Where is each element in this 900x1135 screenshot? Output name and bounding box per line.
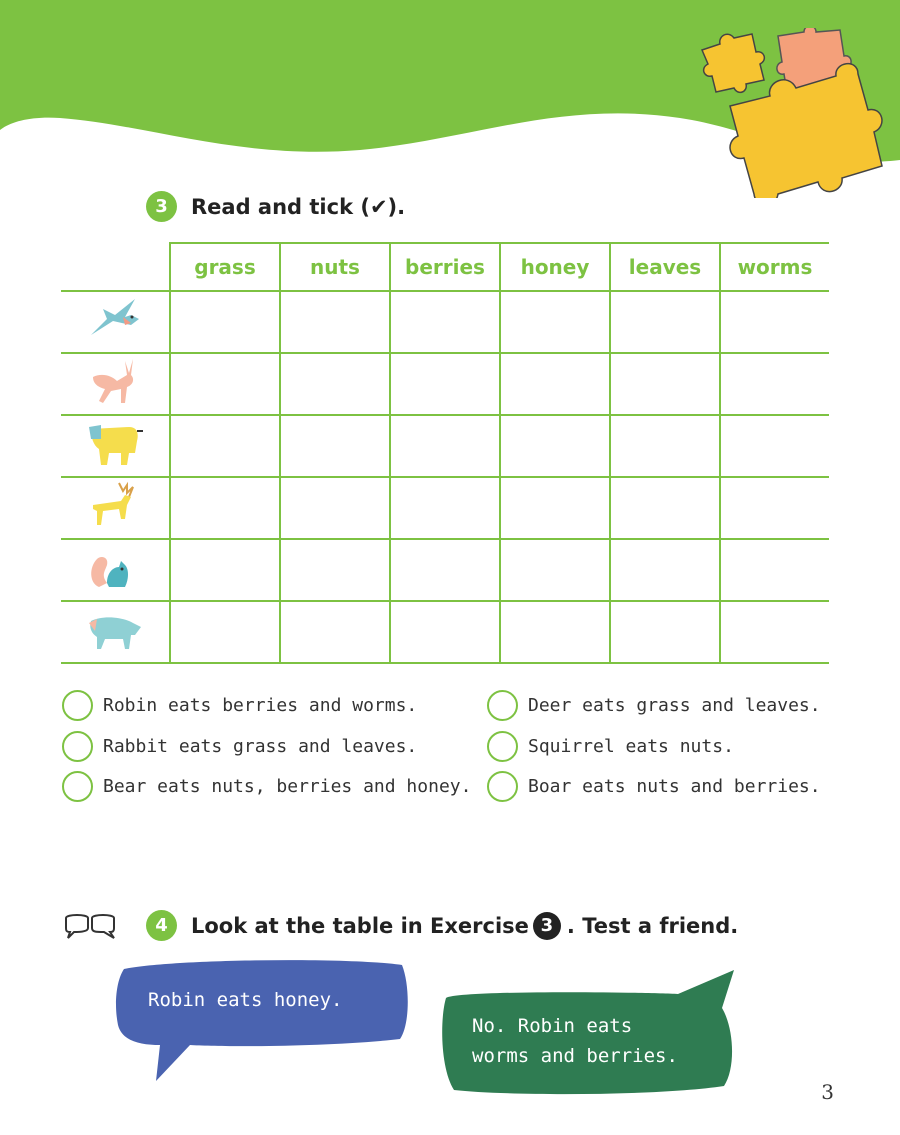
tick-cell[interactable] [720,353,829,415]
tick-circle[interactable] [487,771,518,802]
statement-item [62,731,417,762]
table-row [61,353,829,415]
speech-bubbles-icon [62,912,122,942]
boar-icon [61,601,170,663]
bubble-left-text: Robin eats honey. [148,989,343,1011]
rabbit-icon [61,353,170,415]
tick-cell[interactable] [280,415,390,477]
statement-item [487,690,821,721]
statement-text: Boar eats nuts and berries. [528,776,821,797]
bear-icon [61,415,170,477]
exercise-reference-badge: 3 [533,912,561,940]
tick-cell[interactable] [390,353,500,415]
tick-cell[interactable] [610,477,720,539]
table-corner-cell [61,243,170,291]
column-header: nuts [280,243,390,291]
tick-circle[interactable] [487,731,518,762]
tick-cell[interactable] [170,415,280,477]
tick-cell[interactable] [170,291,280,353]
tick-cell[interactable] [390,539,500,601]
statement-item [62,690,417,721]
exercise-4-heading [146,910,738,941]
table-row [61,291,829,353]
deer-icon [61,477,170,539]
statement-text: Rabbit eats grass and leaves. [103,736,418,757]
tick-cell[interactable] [170,601,280,663]
tick-cell[interactable] [390,415,500,477]
column-header: grass [170,243,280,291]
tick-cell[interactable] [280,539,390,601]
tick-cell[interactable] [500,353,610,415]
tick-cell[interactable] [280,291,390,353]
tick-cell[interactable] [500,601,610,663]
tick-cell[interactable] [390,291,500,353]
tick-cell[interactable] [500,477,610,539]
tick-cell[interactable] [720,291,829,353]
tick-cell[interactable] [610,415,720,477]
table-header-row [61,243,829,291]
column-header: honey [500,243,610,291]
exercise-number-badge: 4 [146,910,177,941]
tick-cell[interactable] [280,477,390,539]
column-header: worms [720,243,829,291]
speech-bubble-left [110,955,412,1087]
tick-cell[interactable] [610,353,720,415]
table-row [61,415,829,477]
tick-cell[interactable] [720,539,829,601]
statement-item [62,771,471,802]
tick-circle[interactable] [62,771,93,802]
tick-cell[interactable] [610,291,720,353]
table-row [61,539,829,601]
statement-item [487,771,821,802]
tick-cell[interactable] [280,353,390,415]
tick-cell[interactable] [720,601,829,663]
squirrel-icon [61,539,170,601]
tick-cell[interactable] [610,539,720,601]
tick-circle[interactable] [62,731,93,762]
statement-text: Robin eats berries and worms. [103,695,418,716]
tick-cell[interactable] [500,291,610,353]
bubble-right-line1: No. Robin eats [472,1015,633,1037]
column-header: leaves [610,243,720,291]
tick-cell[interactable] [390,601,500,663]
food-table [61,242,829,664]
statement-text: Bear eats nuts, berries and honey. [103,776,472,797]
tick-cell[interactable] [170,477,280,539]
tick-cell[interactable] [610,601,720,663]
exercise-3-instruction: Read and tick (✔). [191,194,406,219]
statement-text: Deer eats grass and leaves. [528,695,821,716]
puzzle-pieces-icon [690,28,890,198]
table-row [61,477,829,539]
statement-item [487,731,734,762]
tick-cell[interactable] [390,477,500,539]
column-header: berries [390,243,500,291]
tick-cell[interactable] [720,415,829,477]
exercise-4-instruction: Look at the table in Exercise [191,913,529,938]
bird-icon [61,291,170,353]
exercise-4-instruction-end: . Test a friend. [566,913,739,938]
exercise-3-heading [146,191,405,222]
tick-circle[interactable] [487,690,518,721]
speech-bubble-right [438,968,738,1100]
table-row [61,601,829,663]
tick-cell[interactable] [170,353,280,415]
tick-cell[interactable] [500,415,610,477]
exercise-number-badge: 3 [146,191,177,222]
tick-cell[interactable] [280,601,390,663]
tick-cell[interactable] [170,539,280,601]
bubble-right-line2: worms and berries. [472,1045,678,1067]
tick-cell[interactable] [500,539,610,601]
page-number: 3 [821,1080,834,1104]
tick-cell[interactable] [720,477,829,539]
statement-text: Squirrel eats nuts. [528,736,734,757]
tick-circle[interactable] [62,690,93,721]
